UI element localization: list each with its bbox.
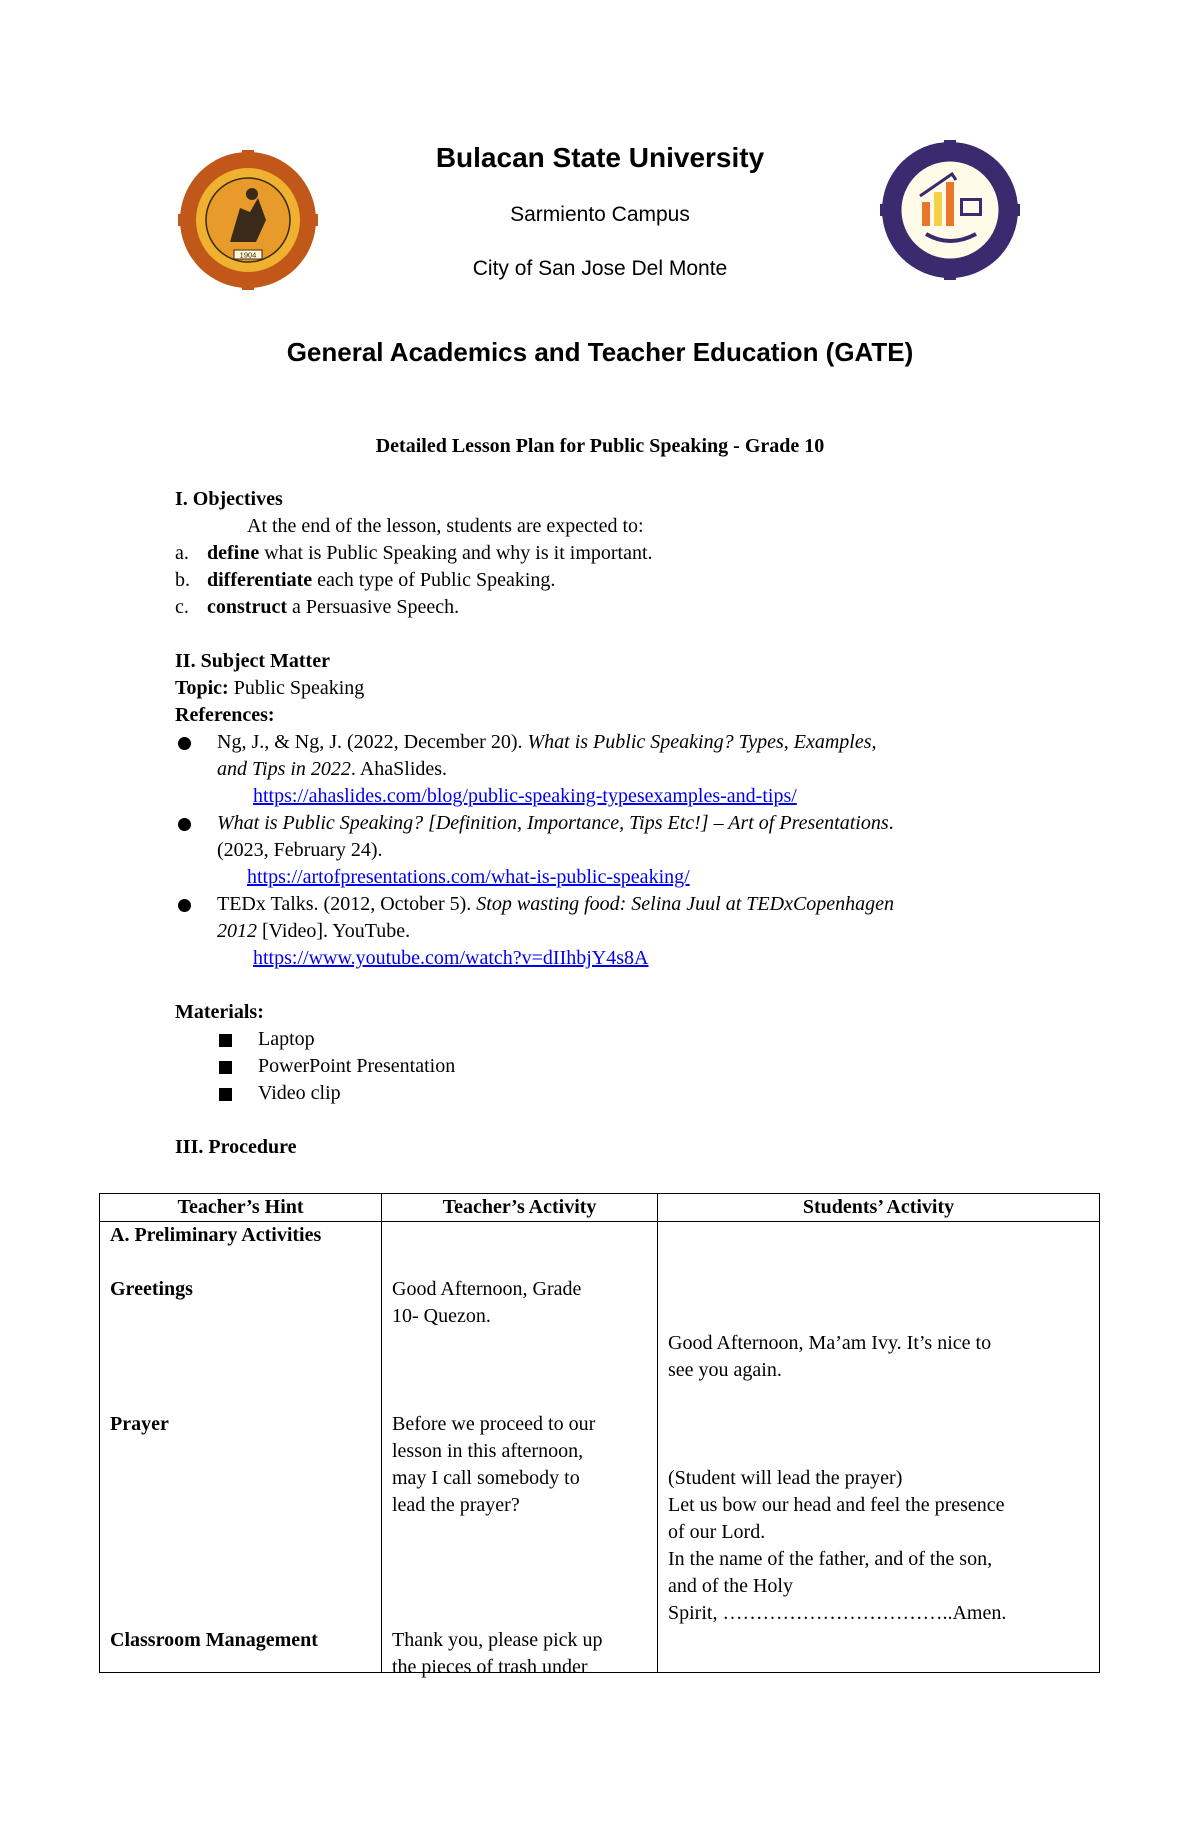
reference-title: Stop wasting food: Selina Juul at TEDxCopenhagen <box>476 893 895 915</box>
student-line: see you again. <box>668 1359 782 1381</box>
department-title: General Academics and Teacher Education (GATE) <box>286 337 914 367</box>
objective-text <box>207 567 555 594</box>
teacher-line: lesson in this afternoon, <box>392 1440 584 1462</box>
material-item: PowerPoint Presentation <box>258 1055 456 1077</box>
reference-link[interactable]: https://ahaslides.com/blog/public-speaking-typesexamples-and-tips/ <box>253 785 797 807</box>
square-bullet-icon <box>219 1034 232 1047</box>
objectives-heading: I. Objectives <box>175 488 283 510</box>
hint-greetings: Greetings <box>110 1278 193 1300</box>
reference-title: and Tips in 2022 <box>217 758 351 780</box>
svg-text:1904: 1904 <box>239 250 257 260</box>
teacher-line: Good Afternoon, Grade <box>392 1278 582 1300</box>
column-header: Teacher’s Activity <box>382 1194 658 1222</box>
student-line: Good Afternoon, Ma’am Ivy. It’s nice to <box>668 1332 992 1354</box>
topic-value: Public Speaking <box>228 677 365 699</box>
student-activity-cell <box>658 1222 1100 1673</box>
table-row <box>100 1222 1100 1673</box>
objective-text <box>207 594 459 621</box>
teacher-line: Before we proceed to our <box>392 1413 596 1435</box>
procedure-heading: III. Procedure <box>175 1136 297 1158</box>
topic-label: Topic: <box>175 677 229 699</box>
objective-item <box>175 540 189 567</box>
reference-text: . <box>888 812 894 834</box>
reference-text: Ng, J., & Ng, J. (2022, December 20). <box>217 731 528 753</box>
bullet-icon <box>178 737 191 750</box>
materials-label: Materials: <box>175 1001 264 1023</box>
reference-text: TEDx Talks. (2012, October 5). <box>217 893 477 915</box>
table-header-row <box>100 1194 1100 1222</box>
student-line: Let us bow our head and feel the presence <box>668 1494 1005 1516</box>
objectives-intro: At the end of the lesson, students are expected to: <box>247 515 644 537</box>
reference-link[interactable]: https://www.youtube.com/watch?v=dIIhbjY4s8A <box>253 947 649 969</box>
teacher-line: 10- Quezon. <box>392 1305 491 1327</box>
reference-line <box>217 918 410 945</box>
university-name: Bulacan State University <box>435 142 765 173</box>
student-line: In the name of the father, and of the son, <box>668 1548 993 1570</box>
column-header: Students’ Activity <box>658 1194 1100 1222</box>
objective-rest: each type of Public Speaking. <box>312 569 556 591</box>
student-line: of our Lord. <box>668 1521 766 1543</box>
bullet-icon <box>178 818 191 831</box>
teacher-line: the pieces of trash under <box>392 1656 588 1678</box>
campus-name: Sarmiento Campus <box>510 203 690 226</box>
reference-title: What is Public Speaking? Types, Examples, <box>527 731 877 753</box>
reference-title: 2012 <box>217 920 257 942</box>
objective-rest: a Persuasive Speech. <box>286 596 460 618</box>
objective-verb: define <box>207 542 260 564</box>
subject-matter-heading: II. Subject Matter <box>175 650 330 672</box>
reference-line <box>217 729 877 756</box>
objective-letter: c. <box>175 596 189 618</box>
hint-cell <box>100 1222 382 1673</box>
objective-verb: differentiate <box>207 569 313 591</box>
teacher-line: Thank you, please pick up <box>392 1629 603 1651</box>
hint-prayer: Prayer <box>110 1413 169 1435</box>
objective-letter: b. <box>175 569 190 591</box>
student-line: (Student will lead the prayer) <box>668 1467 903 1489</box>
hint-classroom-management: Classroom Management <box>110 1629 318 1651</box>
city-name: City of San Jose Del Monte <box>472 257 728 280</box>
teacher-line: may I call somebody to <box>392 1467 580 1489</box>
objective-item <box>175 594 189 621</box>
reference-title: What is Public Speaking? [Definition, Importance, Tips Etc!] – Art of Presentations <box>217 812 889 834</box>
procedure-table <box>99 1193 1100 1678</box>
reference-line <box>217 891 894 918</box>
column-header: Teacher’s Hint <box>100 1194 382 1222</box>
reference-line <box>217 756 447 783</box>
reference-text: [Video]. YouTube. <box>257 920 411 942</box>
section-label: A. Preliminary Activities <box>110 1224 322 1246</box>
student-line: Spirit, ……………………………..Amen. <box>668 1602 1007 1624</box>
reference-line <box>217 810 894 837</box>
references-label: References: <box>175 704 275 726</box>
reference-line: (2023, February 24). <box>217 839 383 861</box>
square-bullet-icon <box>219 1061 232 1074</box>
reference-text: . AhaSlides. <box>350 758 448 780</box>
objective-verb: construct <box>207 596 287 618</box>
bullet-icon <box>178 899 191 912</box>
material-item: Laptop <box>258 1028 315 1050</box>
objective-rest: what is Public Speaking and why is it important. <box>259 542 653 564</box>
teacher-activity-cell <box>382 1222 658 1678</box>
teacher-line: lead the prayer? <box>392 1494 520 1516</box>
objective-text <box>207 540 653 567</box>
lesson-plan-title: Detailed Lesson Plan for Public Speaking - Grade 10 <box>375 435 825 457</box>
reference-link[interactable]: https://artofpresentations.com/what-is-public-speaking/ <box>247 866 690 888</box>
square-bullet-icon <box>219 1088 232 1101</box>
topic-line <box>175 675 364 702</box>
student-line: and of the Holy <box>668 1575 793 1597</box>
objective-letter: a. <box>175 542 189 564</box>
material-item: Video clip <box>258 1082 341 1104</box>
objective-item <box>175 567 190 594</box>
